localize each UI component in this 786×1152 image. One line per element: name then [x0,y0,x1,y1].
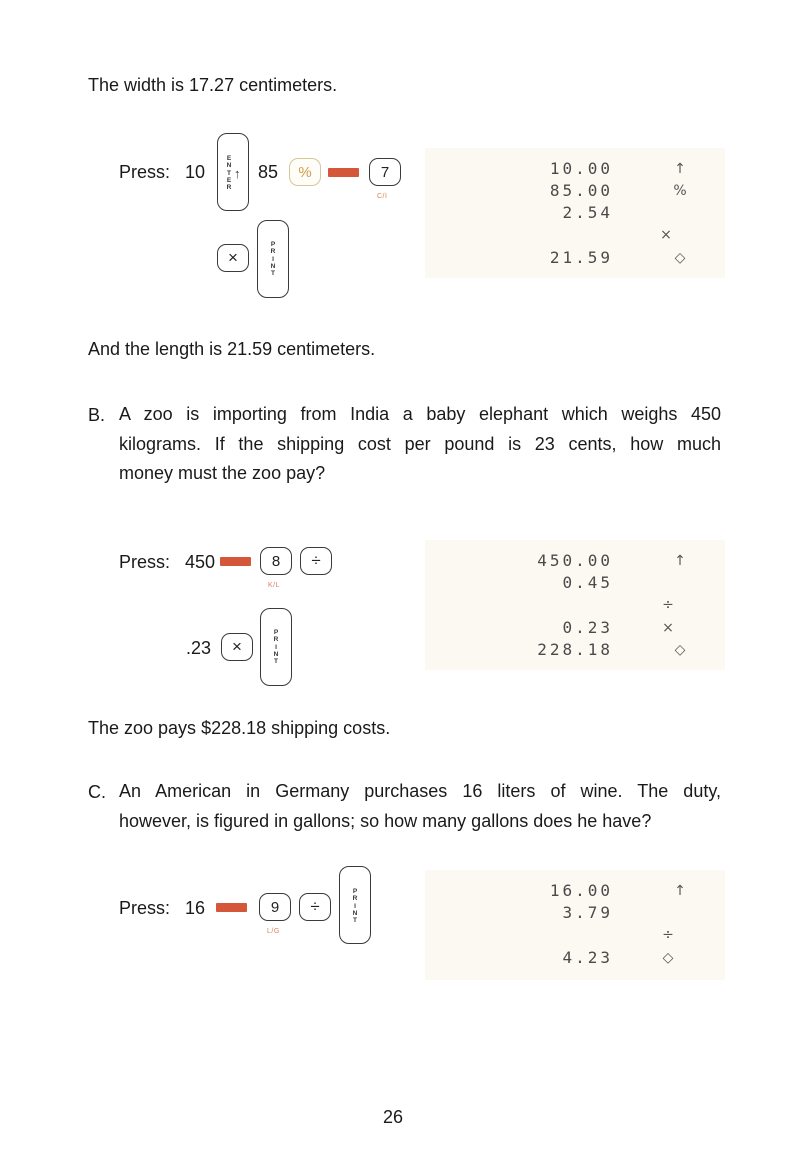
number-key-7[interactable]: 7 [369,158,401,186]
length-result-text: And the length is 21.59 centimeters. [88,339,376,359]
problem-b-letter: B. [88,405,106,425]
tape-c-symbol-3: ÷ [662,927,674,943]
number-key-7-sublabel: C/I [377,193,388,200]
print-key-b[interactable] [260,608,292,686]
up-arrow-icon: ↑ [234,166,241,181]
input-b-1: 450 [185,552,216,572]
divide-key-b[interactable]: ÷ [300,547,332,575]
tape-c-symbol-4: ◇ [662,950,674,966]
page-number: 26 [382,1107,404,1127]
divide-key-c[interactable]: ÷ [299,893,331,921]
tape-a-symbol-4: × [660,227,672,243]
tape-b-value-1: 450.00 [537,551,613,570]
print-key-label: P R I N T [352,888,358,925]
number-key-9[interactable]: 9 [259,893,291,921]
input-b-2: .23 [186,638,212,658]
number-key-8[interactable]: 8 [260,547,292,575]
problem-b-line-3: money must the zoo pay? [119,463,326,483]
problem-b-text [119,400,721,489]
number-key-9-sublabel: L/G [267,928,280,935]
tape-a-value-2: 85.00 [549,181,613,200]
tape-b-symbol-3: ÷ [662,597,674,613]
enter-key-a[interactable] [217,133,249,211]
tape-b-symbol-4: × [662,620,674,636]
problem-c-line-2: however, is figured in gallons; so how many gallons does he have? [119,810,652,831]
tape-b-value-4: 0.23 [562,618,613,637]
print-key-label: P R I N T [270,241,276,278]
number-key-8-sublabel: K/L [268,582,281,589]
print-key-label: P R I N T [273,629,279,666]
press-label-a: Press: [119,162,171,182]
tape-c-symbol-1: ↑ [674,883,686,899]
tape-c-value-1: 16.00 [549,881,613,900]
tape-c-value-4: 4.23 [562,948,613,967]
tape-b-value-5: 228.18 [537,640,613,659]
width-result-text: The width is 17.27 centimeters. [88,75,338,95]
input-a-1: 10 [185,162,206,182]
percent-key[interactable]: % [289,158,321,186]
problem-b-line-2: kilograms. If the shipping cost per pound is 23 cents, how much [119,433,721,454]
zoo-result-text: The zoo pays $228.18 shipping costs. [88,718,391,738]
problem-c-text [119,777,721,836]
print-key-a[interactable] [257,220,289,298]
shift-key-a[interactable] [328,168,359,177]
problem-c-letter: C. [88,782,106,802]
input-a-2: 85 [258,162,279,182]
multiply-key-a[interactable]: × [217,244,249,272]
tape-a-value-3: 2.54 [562,203,613,222]
tape-a-symbol-5: ◇ [674,250,686,266]
problem-c-line-1: An American in Germany purchases 16 liters of wine. The duty, [119,781,721,801]
enter-key-label: E N T E R [226,155,232,192]
tape-b-symbol-1: ↑ [674,553,686,569]
problem-b-line-1: A zoo is importing from India a baby elephant which weighs 450 [119,404,721,424]
press-label-b: Press: [119,552,171,572]
print-key-c[interactable] [339,866,371,944]
tape-a-value-1: 10.00 [549,159,613,178]
shift-key-b[interactable] [220,557,251,566]
press-label-c: Press: [119,898,171,918]
tape-b-value-2: 0.45 [562,573,613,592]
tape-b-symbol-5: ◇ [674,642,686,658]
tape-a-value-5: 21.59 [549,248,613,267]
tape-a-symbol-2: % [673,183,687,199]
tape-a-symbol-1: ↑ [674,161,686,177]
tape-c-value-2: 3.79 [562,903,613,922]
multiply-key-b[interactable]: × [221,633,253,661]
shift-key-c[interactable] [216,903,247,912]
input-c-1: 16 [185,898,206,918]
